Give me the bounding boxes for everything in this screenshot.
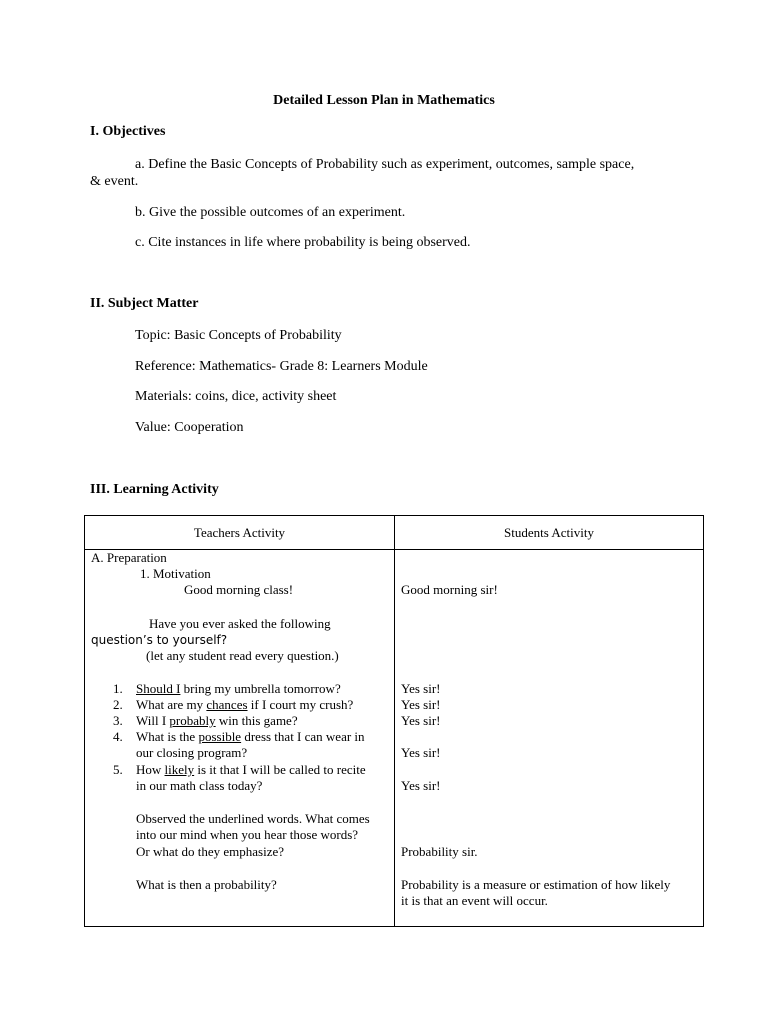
student-answer-4: Yes sir! (401, 745, 441, 760)
student-answer-3: Yes sir! (401, 713, 441, 728)
objective-a-line1: a. Define the Basic Concepts of Probability such as experiment, outcomes, sample space, (135, 157, 635, 172)
teachers-activity-cell (85, 550, 395, 927)
question-3-rest: win this game? (215, 713, 298, 728)
question-5-start: How (136, 762, 165, 777)
question-4-continued: our closing program? (136, 745, 248, 760)
teacher-ask-line1: Have you ever asked the following (149, 616, 331, 631)
objective-b: b. Give the possible outcomes of an experiment. (135, 205, 406, 220)
student-definition-line2: it is that an event will occur. (401, 893, 548, 908)
observe-line1: Observed the underlined words. What comes (136, 811, 370, 826)
objectives-heading: I. Objectives (90, 124, 166, 139)
students-activity-header: Students Activity (395, 516, 704, 550)
question-5-continued: in our math class today? (136, 778, 263, 793)
student-definition-line1: Probability is a measure or estimation of how likely (401, 877, 671, 892)
teacher-greeting: Good morning class! (184, 582, 294, 597)
student-answer-2: Yes sir! (401, 697, 441, 712)
question-2 (136, 697, 353, 713)
table-row (85, 550, 704, 927)
student-greeting: Good morning sir! (401, 582, 498, 597)
learning-activity-heading: III. Learning Activity (90, 482, 219, 497)
motivation-label: 1. Motivation (140, 566, 211, 581)
subject-matter-heading: II. Subject Matter (90, 296, 199, 311)
student-answer-1: Yes sir! (401, 681, 441, 696)
teacher-probability-question: What is then a probability? (136, 877, 277, 892)
question-2-start: What are my (136, 697, 207, 712)
students-activity-cell (395, 550, 704, 927)
question-1-keyword: Should I (136, 681, 181, 696)
table-header-row (85, 516, 704, 550)
question-2-keyword: chances (206, 697, 248, 712)
teachers-activity-header: Teachers Activity (85, 516, 395, 550)
learning-activity-table (84, 515, 704, 927)
question-4 (136, 729, 365, 745)
question-3-start: Will I (136, 713, 170, 728)
question-5-keyword: likely (164, 762, 195, 777)
question-5-rest: is it that I will be called to recite (194, 762, 366, 777)
question-3-number: 3. (113, 713, 123, 728)
subject-materials: Materials: coins, dice, activity sheet (135, 389, 337, 404)
question-1-number: 1. (113, 681, 123, 696)
question-5 (136, 762, 366, 778)
question-1-rest: bring my umbrella tomorrow? (180, 681, 341, 696)
question-2-number: 2. (113, 697, 123, 712)
question-4-number: 4. (113, 729, 123, 744)
teacher-ask-line2: question’s to yourself? (91, 633, 228, 647)
subject-value: Value: Cooperation (135, 420, 244, 435)
question-4-rest: dress that I can wear in (241, 729, 365, 744)
question-4-keyword: possible (198, 729, 242, 744)
observe-line2: into our mind when you hear those words? (136, 827, 359, 842)
preparation-label: A. Preparation (91, 550, 167, 565)
question-3 (136, 713, 298, 729)
question-1 (136, 681, 341, 697)
objective-a-line2: & event. (90, 174, 139, 189)
observe-line3: Or what do they emphasize? (136, 844, 285, 859)
student-probability-answer: Probability sir. (401, 844, 478, 859)
question-5-number: 5. (113, 762, 123, 777)
question-2-rest: if I court my crush? (247, 697, 354, 712)
subject-topic: Topic: Basic Concepts of Probability (135, 328, 342, 343)
document-title: Detailed Lesson Plan in Mathematics (273, 93, 495, 108)
question-4-start: What is the (136, 729, 199, 744)
student-answer-5: Yes sir! (401, 778, 441, 793)
teacher-ask-line3: (let any student read every question.) (146, 648, 339, 663)
question-3-keyword: probably (169, 713, 216, 728)
objective-c: c. Cite instances in life where probability is being observed. (135, 235, 471, 250)
subject-reference: Reference: Mathematics- Grade 8: Learners Module (135, 359, 428, 374)
